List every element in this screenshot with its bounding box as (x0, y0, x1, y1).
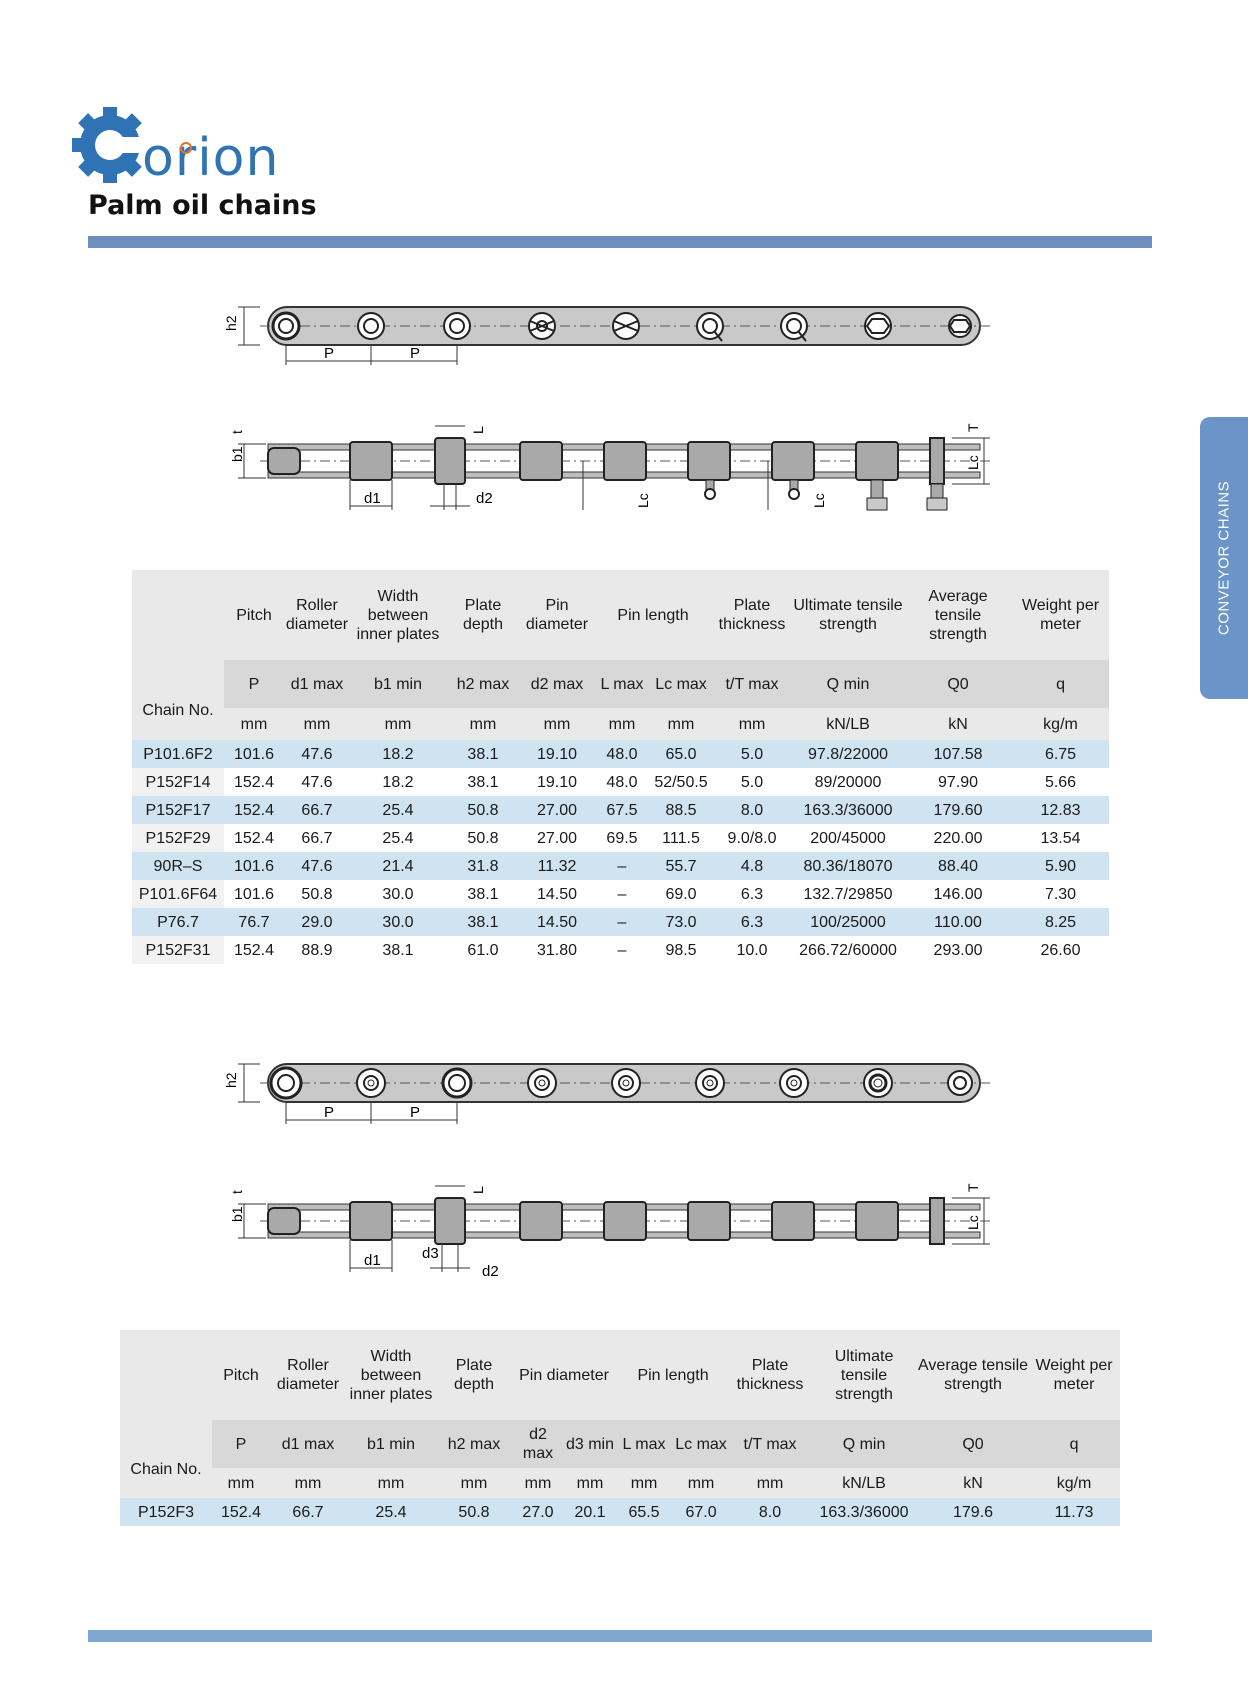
table-cell: 38.1 (446, 768, 520, 796)
table-cell: 65.5 (616, 1498, 672, 1526)
table-cell: 5.0 (712, 768, 792, 796)
table-cell: 88.9 (284, 936, 350, 964)
table-cell: 47.6 (284, 852, 350, 880)
table-cell: 31.80 (520, 936, 594, 964)
table-cell: 48.0 (594, 768, 650, 796)
table-cell: 111.5 (650, 824, 712, 852)
table-cell: 31.8 (446, 852, 520, 880)
table-cell: 10.0 (712, 936, 792, 964)
table-cell: 38.1 (446, 908, 520, 936)
table-cell: 66.7 (284, 824, 350, 852)
col-header-pin-length: Pin length (594, 570, 712, 660)
table-cell: 27.0 (512, 1498, 564, 1526)
symbol-cell: d3 min (564, 1420, 616, 1468)
symbol-cell: b1 min (350, 660, 446, 708)
table-row (132, 824, 1109, 852)
table-cell: 14.50 (520, 880, 594, 908)
symbol-cell: P (212, 1420, 270, 1468)
table-cell: 101.6 (224, 880, 284, 908)
label-t-upper-2: T (965, 1183, 981, 1192)
label-t-1: t (229, 430, 245, 434)
table-cell: 25.4 (346, 1498, 436, 1526)
col-header-roller-diameter: Roller diameter (284, 570, 350, 660)
table-cell: 47.6 (284, 768, 350, 796)
symbol-cell: q (1028, 1420, 1120, 1468)
table-cell: 152.4 (212, 1498, 270, 1526)
label-b1-2: b1 (229, 1206, 245, 1222)
table-cell: 20.1 (564, 1498, 616, 1526)
table-cell: 101.6 (224, 852, 284, 880)
unit-cell: mm (350, 708, 446, 740)
table-cell: 25.4 (350, 824, 446, 852)
col-header-pin-diameter: Pin diameter (520, 570, 594, 660)
col-header-ultimate-strength: Ultimate tensile strength (810, 1330, 918, 1420)
table-cell: – (594, 852, 650, 880)
chain-no-cell: P152F14 (132, 768, 224, 796)
unit-cell: mm (436, 1468, 512, 1498)
table-cell: 163.3/36000 (810, 1498, 918, 1526)
table-cell: 6.3 (712, 880, 792, 908)
label-p-1b: P (410, 345, 421, 362)
symbol-cell: q (1012, 660, 1109, 708)
table-cell: 50.8 (446, 796, 520, 824)
table-cell: 293.00 (904, 936, 1012, 964)
table-cell: 69.5 (594, 824, 650, 852)
label-d3-2: d3 (422, 1245, 439, 1262)
table-cell: 7.30 (1012, 880, 1109, 908)
unit-cell: mm (520, 708, 594, 740)
chain-top-view-2 (223, 1052, 1010, 1132)
label-l-2: L (470, 1186, 486, 1194)
table-cell: 4.8 (712, 852, 792, 880)
col-header-plate-thickness: Plate thickness (712, 570, 792, 660)
header-rule (88, 236, 1152, 248)
table-cell: 19.10 (520, 740, 594, 768)
label-lc-2: Lc (965, 1215, 981, 1230)
col-header-roller-diameter: Roller diameter (270, 1330, 346, 1420)
table-cell: 152.4 (224, 824, 284, 852)
table-cell: 266.72/60000 (792, 936, 904, 964)
spec-table-1 (132, 570, 1109, 964)
table-cell: 76.7 (224, 908, 284, 936)
symbol-cell: L max (616, 1420, 672, 1468)
table-cell: 132.7/29850 (792, 880, 904, 908)
table-cell: 67.5 (594, 796, 650, 824)
table-cell: – (594, 936, 650, 964)
col-header-pitch: Pitch (224, 570, 284, 660)
chain-no-cell: P76.7 (132, 908, 224, 936)
symbol-cell: Q min (792, 660, 904, 708)
symbol-cell: Q min (810, 1420, 918, 1468)
table-cell: 69.0 (650, 880, 712, 908)
table-row (120, 1498, 1120, 1526)
col-header-ultimate-strength: Ultimate tensile strength (792, 570, 904, 660)
spec-table-2 (120, 1330, 1120, 1526)
table-cell: 65.0 (650, 740, 712, 768)
table-cell: 12.83 (1012, 796, 1109, 824)
symbol-cell: d1 max (284, 660, 350, 708)
footer-rule (88, 1630, 1152, 1642)
table-cell: 97.8/22000 (792, 740, 904, 768)
table-cell: 146.00 (904, 880, 1012, 908)
table-cell: 88.5 (650, 796, 712, 824)
unit-cell: mm (224, 708, 284, 740)
col-header-plate-depth: Plate depth (436, 1330, 512, 1420)
table-cell: 8.0 (730, 1498, 810, 1526)
table-cell: 27.00 (520, 824, 594, 852)
unit-cell: kg/m (1012, 708, 1109, 740)
table-cell: 61.0 (446, 936, 520, 964)
label-d2-1: d2 (476, 490, 493, 507)
table-cell: 26.60 (1012, 936, 1109, 964)
unit-cell: mm (284, 708, 350, 740)
symbol-cell: L max (594, 660, 650, 708)
col-header-chain-no: Chain No. (120, 1330, 212, 1498)
side-tab (1200, 417, 1248, 699)
table-cell: 19.10 (520, 768, 594, 796)
chain-no-cell: 90R–S (132, 852, 224, 880)
table-cell: 38.1 (350, 936, 446, 964)
table-cell: 11.32 (520, 852, 594, 880)
table-cell: 80.36/18070 (792, 852, 904, 880)
table-cell: 5.90 (1012, 852, 1109, 880)
unit-cell: mm (270, 1468, 346, 1498)
label-l-1: L (470, 426, 486, 434)
table-cell: 98.5 (650, 936, 712, 964)
table-row (132, 936, 1109, 964)
label-d2-2: d2 (482, 1263, 499, 1280)
table-cell: 179.60 (904, 796, 1012, 824)
table-cell: 101.6 (224, 740, 284, 768)
symbol-cell: Q0 (918, 1420, 1028, 1468)
chain-no-cell: P152F29 (132, 824, 224, 852)
table-cell: 110.00 (904, 908, 1012, 936)
table-cell: 66.7 (284, 796, 350, 824)
table-cell: 14.50 (520, 908, 594, 936)
table-cell: 200/45000 (792, 824, 904, 852)
table-cell: 38.1 (446, 740, 520, 768)
table-cell: 73.0 (650, 908, 712, 936)
table-cell: 50.8 (284, 880, 350, 908)
unit-cell: mm (446, 708, 520, 740)
table-cell: 152.4 (224, 768, 284, 796)
table-cell: 50.8 (436, 1498, 512, 1526)
table-cell: 66.7 (270, 1498, 346, 1526)
brand-dot-icon (180, 142, 192, 154)
table-cell: 27.00 (520, 796, 594, 824)
table-cell: 67.0 (672, 1498, 730, 1526)
table-cell: 100/25000 (792, 908, 904, 936)
chain-no-cell: P152F31 (132, 936, 224, 964)
col-header-chain-no: Chain No. (132, 570, 224, 740)
label-lc-1a: Lc (635, 493, 651, 508)
table-cell: 47.6 (284, 740, 350, 768)
table-cell: 6.75 (1012, 740, 1109, 768)
chain-no-cell: P152F17 (132, 796, 224, 824)
symbol-cell: Lc max (650, 660, 712, 708)
symbol-cell: d2 max (520, 660, 594, 708)
table-cell: 5.0 (712, 740, 792, 768)
symbol-cell: Q0 (904, 660, 1012, 708)
table-cell: 55.7 (650, 852, 712, 880)
table-cell: – (594, 880, 650, 908)
unit-cell: mm (346, 1468, 436, 1498)
col-header-weight: Weight per meter (1028, 1330, 1120, 1420)
unit-cell: kg/m (1028, 1468, 1120, 1498)
label-t-upper-1: T (965, 423, 981, 432)
symbol-cell: P (224, 660, 284, 708)
table-cell: 30.0 (350, 880, 446, 908)
chain-no-cell: P152F3 (120, 1498, 212, 1526)
chain-side-view-1 (230, 420, 1010, 520)
label-b1-1: b1 (229, 446, 245, 462)
table-cell: 8.0 (712, 796, 792, 824)
unit-cell: kN/LB (810, 1468, 918, 1498)
table-cell: 107.58 (904, 740, 1012, 768)
symbol-cell: t/T max (730, 1420, 810, 1468)
table-cell: 21.4 (350, 852, 446, 880)
col-header-width: Width between inner plates (346, 1330, 436, 1420)
label-lc-1c: Lc (965, 455, 981, 470)
col-header-plate-depth: Plate depth (446, 570, 520, 660)
table-cell: 97.90 (904, 768, 1012, 796)
symbol-cell: Lc max (672, 1420, 730, 1468)
col-header-pin-diameter: Pin diameter (512, 1330, 616, 1420)
table-cell: 48.0 (594, 740, 650, 768)
symbol-cell: b1 min (346, 1420, 436, 1468)
side-tab-label: CONVEYOR CHAINS (1215, 480, 1233, 636)
table-cell: 18.2 (350, 740, 446, 768)
table-cell: 50.8 (446, 824, 520, 852)
table-cell: 38.1 (446, 880, 520, 908)
table-row (132, 796, 1109, 824)
col-header-average-strength: Average tensile strength (918, 1330, 1028, 1420)
symbol-cell: d1 max (270, 1420, 346, 1468)
col-header-pitch: Pitch (212, 1330, 270, 1420)
label-lc-1b: Lc (811, 493, 827, 508)
table-cell: 18.2 (350, 768, 446, 796)
page-title: Palm oil chains (88, 190, 317, 221)
table-cell: 8.25 (1012, 908, 1109, 936)
table-cell: 5.66 (1012, 768, 1109, 796)
unit-cell: mm (730, 1468, 810, 1498)
label-p-2a: P (324, 1104, 335, 1121)
table-cell: 30.0 (350, 908, 446, 936)
label-d1-1: d1 (364, 490, 381, 507)
label-h2-2: h2 (223, 1072, 239, 1088)
unit-cell: mm (616, 1468, 672, 1498)
unit-cell: kN/LB (792, 708, 904, 740)
table-cell: 89/20000 (792, 768, 904, 796)
table-cell: 6.3 (712, 908, 792, 936)
unit-cell: mm (564, 1468, 616, 1498)
unit-cell: mm (712, 708, 792, 740)
label-d1-2: d1 (364, 1252, 381, 1269)
col-header-width: Width between inner plates (350, 570, 446, 660)
table-cell: 152.4 (224, 796, 284, 824)
col-header-weight: Weight per meter (1012, 570, 1109, 660)
table-cell: 29.0 (284, 908, 350, 936)
label-h2-1: h2 (223, 315, 239, 331)
unit-cell: mm (594, 708, 650, 740)
table-cell: 13.54 (1012, 824, 1109, 852)
symbol-cell: t/T max (712, 660, 792, 708)
unit-cell: kN (904, 708, 1012, 740)
table-cell: 25.4 (350, 796, 446, 824)
table-cell: 52/50.5 (650, 768, 712, 796)
table-row (132, 852, 1109, 880)
symbol-cell: d2 max (512, 1420, 564, 1468)
table-cell: 11.73 (1028, 1498, 1120, 1526)
table-cell: 220.00 (904, 824, 1012, 852)
symbol-cell: h2 max (436, 1420, 512, 1468)
table-row (132, 740, 1109, 768)
table-row (132, 908, 1109, 936)
table-row (132, 880, 1109, 908)
table-cell: 88.40 (904, 852, 1012, 880)
chain-no-cell: P101.6F64 (132, 880, 224, 908)
unit-cell: mm (650, 708, 712, 740)
unit-cell: mm (672, 1468, 730, 1498)
unit-cell: kN (918, 1468, 1028, 1498)
unit-cell: mm (212, 1468, 270, 1498)
chain-top-view-1 (223, 295, 1010, 375)
chain-no-cell: P101.6F2 (132, 740, 224, 768)
unit-cell: mm (512, 1468, 564, 1498)
label-p-2b: P (410, 1104, 421, 1121)
table-cell: – (594, 908, 650, 936)
label-t-2: t (229, 1190, 245, 1194)
table-cell: 179.6 (918, 1498, 1028, 1526)
col-header-pin-length: Pin length (616, 1330, 730, 1420)
col-header-plate-thickness: Plate thickness (730, 1330, 810, 1420)
symbol-cell: h2 max (446, 660, 520, 708)
table-cell: 152.4 (224, 936, 284, 964)
col-header-average-strength: Average tensile strength (904, 570, 1012, 660)
brand-wordmark: orion (142, 128, 280, 188)
table-cell: 9.0/8.0 (712, 824, 792, 852)
chain-side-view-2 (230, 1180, 1010, 1280)
label-p-1a: P (324, 345, 335, 362)
table-cell: 163.3/36000 (792, 796, 904, 824)
table-row (132, 768, 1109, 796)
